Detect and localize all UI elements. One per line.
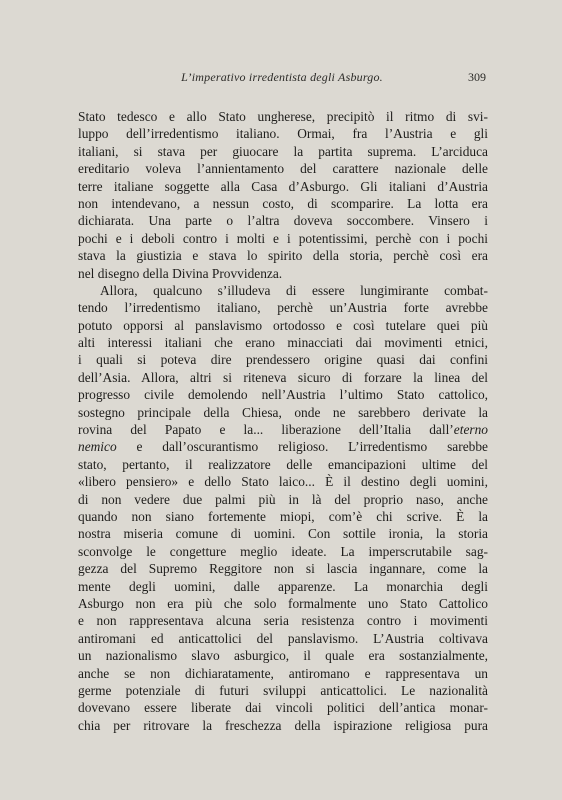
text-line: terre italiane soggette alla Casa d’Asburgo. Gli italiani d’Austria xyxy=(78,178,488,194)
text-line: mente degli uomini, dalle apparenze. La monarchia degli xyxy=(78,578,488,594)
text-line: Stato tedesco e allo Stato ungherese, precipitò il ritmo di svi- xyxy=(78,109,488,124)
text-line: anche se non dichiaratamente, antiromano e rappresentava un xyxy=(78,665,488,681)
text-line: stato, pertanto, il realizzatore delle emancipazioni ultime del xyxy=(78,456,488,472)
body-text xyxy=(78,108,488,734)
text-line: tendo l’irredentismo italiano, perchè un’Austria forte avrebbe xyxy=(78,300,488,316)
text-line: potuto opporsi al panslavismo ortodosso e così tutelare quei più xyxy=(78,317,488,333)
text-line: nostra miseria comune di uomini. Con sottile ironia, la storia xyxy=(78,526,488,542)
text-line: germe potenziale di futuri sviluppi anticattolici. Le nazionalità xyxy=(78,682,488,698)
text-segment: rovina del Papato e la... liberazione dell’Italia dall’ xyxy=(78,422,454,438)
text-line: chia per ritrovare la freschezza della ispirazione religiosa pura xyxy=(78,717,488,733)
text-line: dichiarata. Una parte o l’altra doveva soccombere. Vinsero i xyxy=(78,213,488,229)
text-line: gezza del Supremo Reggitore non si lascia ingannare, come la xyxy=(78,561,488,577)
text-line: Allora, qualcuno s’illudeva di essere lungimirante combat- xyxy=(100,282,488,298)
text-line: luppo dell’irredentismo italiano. Ormai, fra l’Austria e gli xyxy=(78,126,488,142)
text-segment: e dall’oscurantismo religioso. L’irredentismo sarebbe xyxy=(116,439,488,455)
text-line: ereditario voleva l’annientamento del carattere nazionale delle xyxy=(78,161,488,177)
text-line: i quali si poteva dire prendessero origine quasi dai confini xyxy=(78,352,488,368)
text-line: pochi e i deboli contro i molti e i potentissimi, perchè con i pochi xyxy=(78,230,488,246)
text-line: e non rappresentava alcuna seria resistenza contro i movimenti xyxy=(78,613,488,629)
text-line: italiani, si stava per giuocare la partita suprema. L’arciduca xyxy=(78,143,488,159)
text-line: Asburgo non era più che solo formalmente uno Stato Cattolico xyxy=(78,595,488,611)
text-line: dovevano essere liberate dai vincoli politici dell’antica monar- xyxy=(78,700,488,716)
text-line: progresso civile demolendo nell’Austria l’ultimo Stato cattolico, xyxy=(78,387,488,403)
text-line: nel disegno della Divina Provvidenza. xyxy=(78,265,283,281)
text-line: sconvolge le congetture meglio ideate. La imperscrutabile sag- xyxy=(78,543,488,559)
text-line: un nazionalismo slavo asburgico, il quale era sostanzialmente, xyxy=(78,648,488,664)
text-line-with-italic xyxy=(78,421,488,438)
italic-word: nemico xyxy=(78,439,117,455)
running-head xyxy=(78,70,486,88)
text-line: quando non siano fortemente miopi, com’è chi scrive. È la xyxy=(78,508,488,524)
text-line: alti interessi italiani che erano minacciati dai movimenti etnici, xyxy=(78,335,488,351)
text-line: sostegno principale della Chiesa, onde ne sarebbero derivate la xyxy=(78,404,488,420)
paragraph xyxy=(78,282,488,734)
paragraph xyxy=(78,108,488,282)
text-line: dell’Asia. Allora, altri si riteneva sicuro di forzare la linea del xyxy=(78,369,488,385)
italic-word: eterno xyxy=(453,422,488,438)
text-line: antiromani ed anticattolici del panslavismo. L’Austria coltivava xyxy=(78,630,488,646)
running-title: L’imperativo irredentista degli Asburgo. xyxy=(181,70,383,84)
text-line: stava la giustizia e stava lo spirito della storia, perchè così era xyxy=(78,248,488,264)
page-number: 309 xyxy=(468,70,486,84)
text-line: di non vedere due palmi più in là del proprio naso, anche xyxy=(78,491,488,507)
text-line: non intendevano, a nessun costo, di scomparire. La lotta era xyxy=(78,195,488,211)
text-line: «libero pensiero» e dello Stato laico... È il destino degli uomini, xyxy=(78,474,488,490)
text-line-with-italic xyxy=(78,438,488,455)
